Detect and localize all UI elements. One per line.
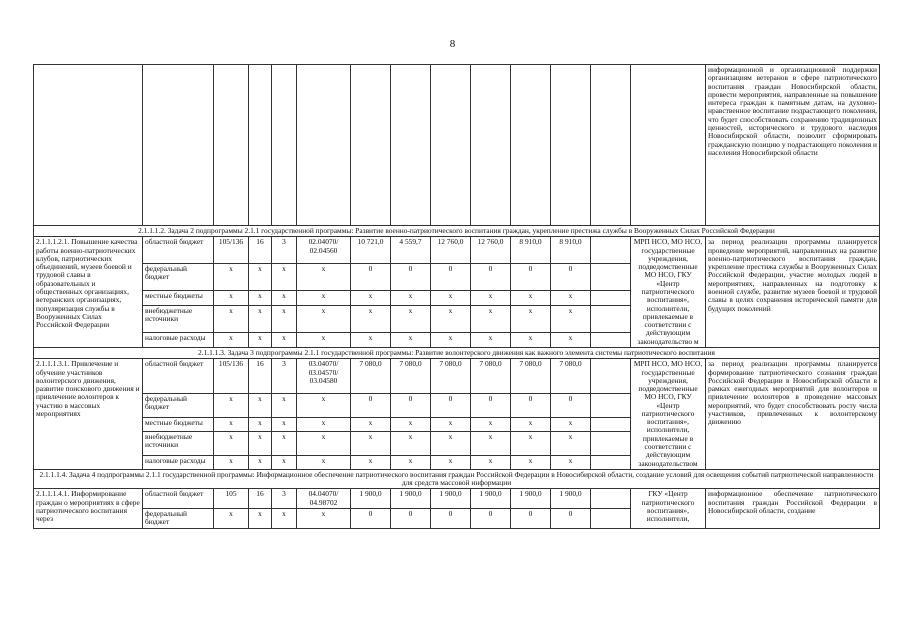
table-row bbox=[34, 65, 880, 226]
value-cell: 8 910,0 bbox=[551, 237, 591, 264]
value-cell: x bbox=[297, 455, 351, 469]
value-cell: 16 bbox=[249, 359, 272, 393]
result-cell: за период реализации программы планируется формирование патриотического сознания граждан Российской Федерации в Новосибирской области в рамках ежегодных мероприятий для волонтеров и привлечение волонтеров в проведение массовых мероприятий, что будет способствовать росту числа участников, привлеченных к волонтерскому движению bbox=[706, 359, 880, 470]
value-cell: x bbox=[551, 417, 591, 431]
value-cell: 4 559,7 bbox=[391, 237, 431, 264]
value-cell: x bbox=[214, 393, 249, 417]
activity-cell: 2.1.1.1.2.1. Повышение качества работы военно-патриотических клубов, патриотических объединений, музеев боевой и трудовой славы в образовательных и общественных организациях, ветеранских организациях, популяризация службы в Вооруженных Силах Российской Федерации bbox=[34, 237, 143, 348]
value-cell: x bbox=[551, 290, 591, 305]
value-cell: x bbox=[214, 305, 249, 332]
program-table bbox=[33, 64, 880, 529]
value-cell: 0 bbox=[511, 263, 551, 290]
empty-cell bbox=[591, 305, 631, 332]
funding-source: федеральный бюджет bbox=[143, 393, 214, 417]
value-cell: x bbox=[249, 417, 272, 431]
value-cell: 16 bbox=[249, 237, 272, 264]
empty-cell bbox=[591, 263, 631, 290]
table-row bbox=[34, 489, 880, 509]
section-header-row bbox=[34, 226, 880, 237]
value-cell: 7 080,0 bbox=[431, 359, 471, 393]
empty-cell bbox=[591, 237, 631, 264]
value-cell: 1 900,0 bbox=[431, 489, 471, 509]
value-cell: 0 bbox=[391, 509, 431, 529]
value-cell: 1 900,0 bbox=[551, 489, 591, 509]
value-cell: 0 bbox=[511, 393, 551, 417]
value-cell: x bbox=[249, 305, 272, 332]
value-cell: x bbox=[511, 305, 551, 332]
value-cell: 04.04070/ 04.98702 bbox=[297, 489, 351, 509]
value-cell: x bbox=[511, 455, 551, 469]
section-header-row bbox=[34, 347, 880, 358]
value-cell: x bbox=[431, 332, 471, 347]
empty-cell bbox=[591, 455, 631, 469]
value-cell: x bbox=[272, 431, 297, 455]
table-row bbox=[34, 359, 880, 393]
value-cell: x bbox=[511, 417, 551, 431]
value-cell: 03.04070/ 03.04570/ 03.04580 bbox=[297, 359, 351, 393]
value-cell: x bbox=[431, 290, 471, 305]
funding-source: местные бюджеты bbox=[143, 417, 214, 431]
value-cell: x bbox=[391, 455, 431, 469]
value-cell: x bbox=[431, 455, 471, 469]
value-cell: x bbox=[249, 393, 272, 417]
value-cell: 0 bbox=[431, 509, 471, 529]
value-cell: 1 900,0 bbox=[471, 489, 511, 509]
empty-cell bbox=[591, 489, 631, 509]
value-cell: x bbox=[249, 509, 272, 529]
value-cell: x bbox=[272, 417, 297, 431]
value-cell: x bbox=[297, 305, 351, 332]
funding-source: налоговые расходы bbox=[143, 455, 214, 469]
value-cell: 7 080,0 bbox=[391, 359, 431, 393]
value-cell: x bbox=[249, 332, 272, 347]
value-cell: x bbox=[249, 290, 272, 305]
value-cell: 0 bbox=[351, 263, 391, 290]
section-header-row bbox=[34, 469, 880, 489]
funding-source: налоговые расходы bbox=[143, 332, 214, 347]
value-cell: 10 721,0 bbox=[351, 237, 391, 264]
value-cell: x bbox=[272, 332, 297, 347]
value-cell: x bbox=[297, 332, 351, 347]
value-cell: 1 900,0 bbox=[511, 489, 551, 509]
empty-cell bbox=[591, 393, 631, 417]
value-cell: x bbox=[272, 393, 297, 417]
value-cell: x bbox=[214, 417, 249, 431]
value-cell: 0 bbox=[431, 393, 471, 417]
value-cell: 0 bbox=[551, 509, 591, 529]
value-cell: x bbox=[551, 332, 591, 347]
value-cell: 3 bbox=[272, 489, 297, 509]
value-cell: x bbox=[431, 431, 471, 455]
page-number: 8 bbox=[449, 38, 456, 50]
value-cell: 0 bbox=[551, 263, 591, 290]
value-cell: 12 760,0 bbox=[471, 237, 511, 264]
executor-cell: МРП НСО, МО НСО, государственные учреждения, подведомственные МО НСО, ГКУ «Центр патриотического воспитания», исполнители, привлекаемые в соответствии с действующим законодательство м bbox=[631, 237, 706, 348]
value-cell: x bbox=[471, 417, 511, 431]
result-cell: информационное обеспечение патриотического воспитания граждан Российской Федерации в Новосибирской области, создание bbox=[706, 489, 880, 528]
value-cell: x bbox=[297, 263, 351, 290]
value-cell: x bbox=[391, 417, 431, 431]
value-cell: x bbox=[551, 431, 591, 455]
executor-cell: МРП НСО, МО НСО, государственные учреждения, подведомственные МО НСО, ГКУ «Центр патриотического воспитания», исполнители, привлекаемые в соответствии с действующим законодательством bbox=[631, 359, 706, 470]
funding-source: внебюджетные источники bbox=[143, 431, 214, 455]
value-cell: x bbox=[391, 290, 431, 305]
value-cell: 1 900,0 bbox=[351, 489, 391, 509]
value-cell: 105/136 bbox=[214, 359, 249, 393]
value-cell: x bbox=[351, 305, 391, 332]
value-cell: x bbox=[471, 431, 511, 455]
value-cell: x bbox=[249, 431, 272, 455]
value-cell: x bbox=[214, 509, 249, 529]
result-cell: за период реализации программы планируется проведение мероприятий, направленных на развитие военно-патриотического воспитания граждан, укрепление престижа службы в Вооруженных Силах Российской Федерации, участие молодых людей в мероприятиях, направленных на подготовку к военной службе, развитие музеев боевой и трудовой славы в целях сохранения исторической памяти для будущих поколений bbox=[706, 237, 880, 348]
empty-cell bbox=[591, 332, 631, 347]
empty-cell bbox=[591, 417, 631, 431]
value-cell: 105 bbox=[214, 489, 249, 509]
value-cell: 0 bbox=[471, 263, 511, 290]
value-cell: x bbox=[249, 455, 272, 469]
section-header: 2.1.1.1.3. Задача 3 подпрограммы 2.1.1 государственной программы: Развитие волонтерского движения как важного элемента системы патриотического воспитания bbox=[34, 347, 880, 358]
value-cell: x bbox=[351, 455, 391, 469]
value-cell: 0 bbox=[351, 509, 391, 529]
value-cell: x bbox=[511, 290, 551, 305]
value-cell: 7 080,0 bbox=[471, 359, 511, 393]
value-cell: x bbox=[471, 332, 511, 347]
value-cell: 7 080,0 bbox=[511, 359, 551, 393]
value-cell: x bbox=[297, 431, 351, 455]
value-cell: x bbox=[351, 417, 391, 431]
value-cell: 0 bbox=[391, 263, 431, 290]
value-cell: x bbox=[551, 455, 591, 469]
value-cell: x bbox=[272, 509, 297, 529]
value-cell: x bbox=[214, 263, 249, 290]
table-row bbox=[34, 237, 880, 264]
value-cell: x bbox=[272, 305, 297, 332]
value-cell: x bbox=[214, 290, 249, 305]
value-cell: x bbox=[297, 417, 351, 431]
value-cell: x bbox=[551, 305, 591, 332]
value-cell: x bbox=[214, 455, 249, 469]
value-cell: x bbox=[431, 417, 471, 431]
value-cell: 3 bbox=[272, 237, 297, 264]
activity-cell: 2.1.1.1.4.1. Информирование граждан о мероприятиях в сфере патриотического воспитания через bbox=[34, 489, 143, 528]
value-cell: x bbox=[272, 455, 297, 469]
value-cell: 0 bbox=[471, 393, 511, 417]
value-cell: x bbox=[351, 290, 391, 305]
value-cell: x bbox=[297, 290, 351, 305]
value-cell: 1 900,0 bbox=[391, 489, 431, 509]
value-cell: x bbox=[351, 332, 391, 347]
value-cell: 0 bbox=[511, 509, 551, 529]
activity-cell: 2.1.1.1.3.1. Привлечение и обучение участников волонтерского движения, развитие поискового движения и привлечение волонтеров к участию в массовых мероприятиях bbox=[34, 359, 143, 470]
value-cell: 8 910,0 bbox=[511, 237, 551, 264]
value-cell: 7 080,0 bbox=[551, 359, 591, 393]
value-cell: x bbox=[391, 332, 431, 347]
value-cell: x bbox=[511, 332, 551, 347]
empty-cell bbox=[591, 359, 631, 393]
funding-source: областной бюджет bbox=[143, 489, 214, 509]
value-cell: 12 760,0 bbox=[431, 237, 471, 264]
funding-source: федеральный бюджет bbox=[143, 509, 214, 529]
empty-cell bbox=[591, 431, 631, 455]
funding-source: областной бюджет bbox=[143, 237, 214, 264]
value-cell: x bbox=[471, 290, 511, 305]
value-cell: x bbox=[214, 332, 249, 347]
value-cell: x bbox=[391, 431, 431, 455]
value-cell: 3 bbox=[272, 359, 297, 393]
empty-cell bbox=[591, 290, 631, 305]
value-cell: x bbox=[214, 431, 249, 455]
funding-source: местные бюджеты bbox=[143, 290, 214, 305]
funding-source: внебюджетные источники bbox=[143, 305, 214, 332]
value-cell: 0 bbox=[471, 509, 511, 529]
value-cell: x bbox=[272, 290, 297, 305]
empty-cell bbox=[591, 509, 631, 529]
value-cell: x bbox=[351, 431, 391, 455]
executor-cell: ГКУ «Центр патриотического воспитания», исполнители, bbox=[631, 489, 706, 528]
value-cell: 02.04070/ 02.04560 bbox=[297, 237, 351, 264]
value-cell: 105/136 bbox=[214, 237, 249, 264]
value-cell: x bbox=[511, 431, 551, 455]
value-cell: x bbox=[272, 263, 297, 290]
value-cell: 0 bbox=[351, 393, 391, 417]
value-cell: x bbox=[297, 509, 351, 529]
value-cell: 0 bbox=[431, 263, 471, 290]
value-cell: x bbox=[471, 455, 511, 469]
value-cell: x bbox=[249, 263, 272, 290]
funding-source: федеральный бюджет bbox=[143, 263, 214, 290]
value-cell: x bbox=[297, 393, 351, 417]
funding-source: областной бюджет bbox=[143, 359, 214, 393]
value-cell: 16 bbox=[249, 489, 272, 509]
value-cell: x bbox=[471, 305, 511, 332]
result-cell: информационной и организационной поддержки организациям ветеранов в сфере патриотического воспитания граждан Новосибирской области, провести мероприятия, направленные на повышение интереса граждан к памятным датам, на духовно-нравственное воспитание подрастающего поколения, что будет способствовать сохранению традиционных ценностей, исторического и трудового наследия Новосибирской области, позволит сформировать гражданскую позицию у подрастающего поколения и населения Новосибирской области bbox=[706, 65, 880, 226]
value-cell: 7 080,0 bbox=[351, 359, 391, 393]
value-cell: x bbox=[431, 305, 471, 332]
section-header: 2.1.1.1.2. Задача 2 подпрограммы 2.1.1 государственной программы: Развитие военно-патриотического воспитания граждан, укрепление престижа службы в Вооруженных Силах Российской Федерации bbox=[34, 226, 880, 237]
value-cell: 0 bbox=[391, 393, 431, 417]
value-cell: 0 bbox=[551, 393, 591, 417]
section-header: 2.1.1.1.4. Задача 4 подпрограммы 2.1.1 государственной программы: Информационное обеспечение патриотического воспитания граждан Российской Федерации в Новосибирской области, создание условий для освещения событий патриотической направленности для средств массовой информации bbox=[34, 469, 880, 489]
value-cell: x bbox=[391, 305, 431, 332]
